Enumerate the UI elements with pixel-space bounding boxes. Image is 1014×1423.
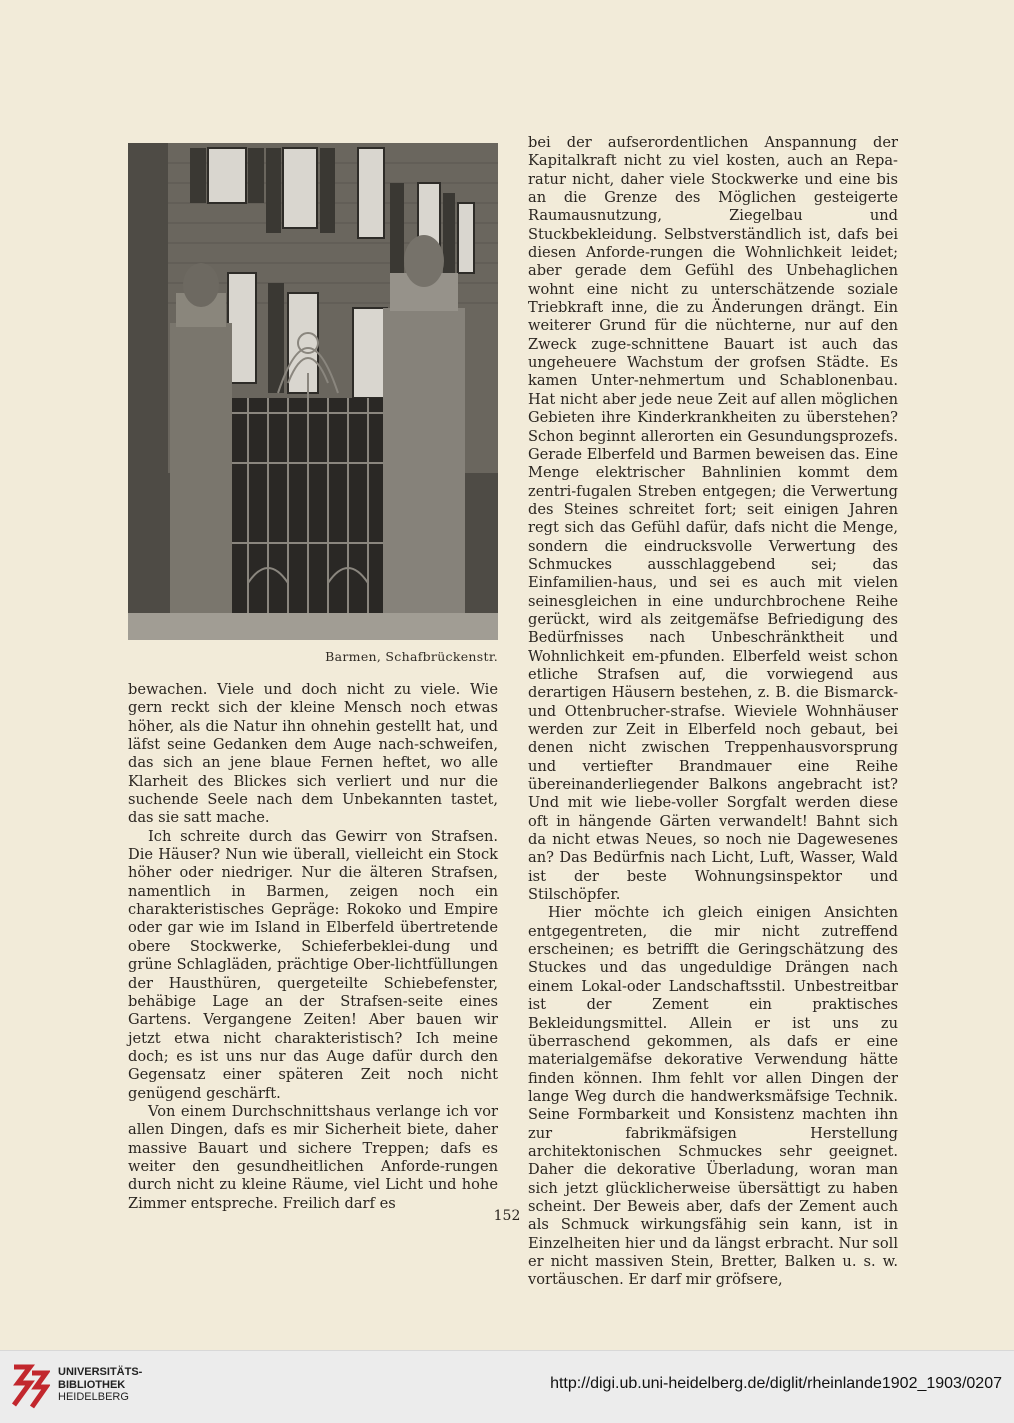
library-logo-icon: [10, 1363, 50, 1409]
paragraph: bewachen. Viele und doch nicht zu viele. Wie gern reckt sich der kleine Mensch noch etwas höher, als die Natur ihn ohnehin gestellt hat, und läfst seine Gedanken dem Auge nach-schweifen, das sich an jene blaue Fernen heftet, wo alle Klarheit des Blickes sich verliert und nur die suchende Seele nach dem Unbekannten tastet, das sie satt mache.: [128, 681, 498, 827]
right-text-column: [528, 134, 898, 1290]
paragraph: Hier möchte ich gleich einigen Ansichten entgegentreten, die mir nicht zutreffend erscheinen; es betrifft die Geringschätzung des Stuckes und das ungeduldige Drängen nach einem Lokal-oder Landschaftsstil. Unbestreitbar ist der Zement ein praktisches Bekleidungsmittel. Allein er ist uns zu überraschend gekommen, als dafs er eine materialgemäfse dekorative Verwendung hätte finden können. Ihm fehlt vor allen Dingen der lange Weg durch die handwerksmäfsige Technik. Seine Formbarkeit und Konsistenz machten ihn zur fabrikmäfsigen Herstellung architektonischen Schmuckes sehr geeignet. Daher die dekorative Überladung, woran man sich jetzt glücklicherweise übersättigt zu haben scheint. Der Beweis aber, dafs der Zement auch als Schmuck wirkungsfähig sein kann, ist in Einzelheiten hier und da längst erbracht. Nur soll er nicht massiven Stein, Bretter, Balken u. s. w. vortäuschen. Er darf mir gröfsere,: [528, 904, 898, 1289]
paragraph: Ich schreite durch das Gewirr von Strafsen. Die Häuser? Nun wie überall, vielleicht ein Stock höher oder niedriger. Nur die älteren Strafsen, namentlich in Barmen, zeigen noch ein charakteristisches Gepräge: Rokoko und Empire oder gar wie im Island in Elberfeld übertretende obere Stockwerke, Schieferbeklei-dung und grüne Schlagläden, prächtige Ober-lichtfüllungen der Hausthüren, quergeteilte Schiebefenster, behäbige Lage an der Strafsen-seite eines Gartens. Vergangene Zeiten! Aber bauen wir jetzt etwa nicht charakteristisch? Ich meine doch; es ist uns nur das Auge dafür durch den Gegensatz einer späteren Zeit noch nicht genügend geschärft.: [128, 827, 498, 1102]
paragraph: Von einem Durchschnittshaus verlange ich vor allen Dingen, dafs es mir Sicherheit biete, daher massive Bauart und sichere Treppen; dafs es weiter den gesundheitlichen Anforde-rungen durch nicht zu kleine Räume, viel Licht und hohe Zimmer entspreche. Freilich darf es: [128, 1102, 498, 1212]
left-text-column: [128, 681, 498, 1213]
gate-photograph: [128, 143, 498, 640]
gate-photograph-drawing: [128, 143, 498, 640]
library-line: HEIDELBERG: [58, 1391, 129, 1403]
figure-caption: Barmen, Schafbrückenstr.: [325, 649, 498, 664]
library-line: BIBLIOTHEK: [58, 1378, 126, 1391]
library-line: UNIVERSITÄTS-: [58, 1366, 143, 1378]
viewer-footer: [0, 1350, 1014, 1423]
library-name: [58, 1366, 142, 1404]
paragraph: bei der aufserordentlichen Anspannung der Kapitalkraft nicht zu viel kosten, auch an Repa-ratur nicht, daher viele Stockwerke und eine bis an die Grenze des Möglichen gesteigerte Raumausnutzung, Ziegelbau und Stuckbekleidung. Selbstverständlich ist, dafs bei diesen Anforde-rungen die Wohnlichkeit leidet; aber gerade dem Gefühl des Unbehaglichen wohnt eine nicht zu unterschätzende soziale Triebkraft inne, die zu Änderungen drängt. Ein weiterer Grund für die nüchterne, nur auf den Zweck zuge-schnittene Bauart ist auch das ungeheuere Wachstum der grofsen Städte. Es kamen Unter-nehmertum und Schablonenbau. Hat nicht aber jede neue Zeit auf allen möglichen Gebieten ihre Kinderkrankheiten zu überstehen? Schon beginnt allerorten ein Gesundungsprozefs. Gerade Elberfeld und Barmen beweisen das. Eine Menge elektrischer Bahnlinien kommt dem zentri-fugalen Streben entgegen; die Verwertung des Steines schreitet fort; seit einigen Jahren regt sich das Gefühl dafür, dafs nicht die Menge, sondern die eindrucksvolle Verwertung des Schmuckes ausschlaggebend sei; das Einfamilien-haus, und sei es auch mit vielen seinesgleichen in eine undurchbrochene Reihe gerückt, wird als zeitgemäfse Befriedigung des Bedürfnisses nach Unbeschränktheit und Wohnlichkeit em-pfunden. Elberfeld weist schon etliche Strafsen auf, die vorwiegend aus derartigen Häusern bestehen, z. B. die Bismarck- und Ottenbrucher-strafse. Wieviele Wohnhäuser werden zur Zeit in Elberfeld noch gebaut, bei denen nicht zwischen Treppenhausvorsprung und vertiefter Brandmauer eine Reihe übereinanderliegender Balkons angebracht ist? Und mit wie liebe-voller Sorgfalt werden diese oft in hängende Gärten verwandelt! Bahnt sich da nicht etwas Neues, so noch nie Dagewesenes an? Das Bedürfnis nach Licht, Luft, Wasser, Wald ist der beste Wohnungsinspektor und Stilschöpfer.: [528, 134, 898, 904]
source-url[interactable]: http://digi.ub.uni-heidelberg.de/diglit/rheinlande1902_1903/0207: [550, 1375, 1002, 1392]
page-number: 152: [493, 1208, 521, 1224]
